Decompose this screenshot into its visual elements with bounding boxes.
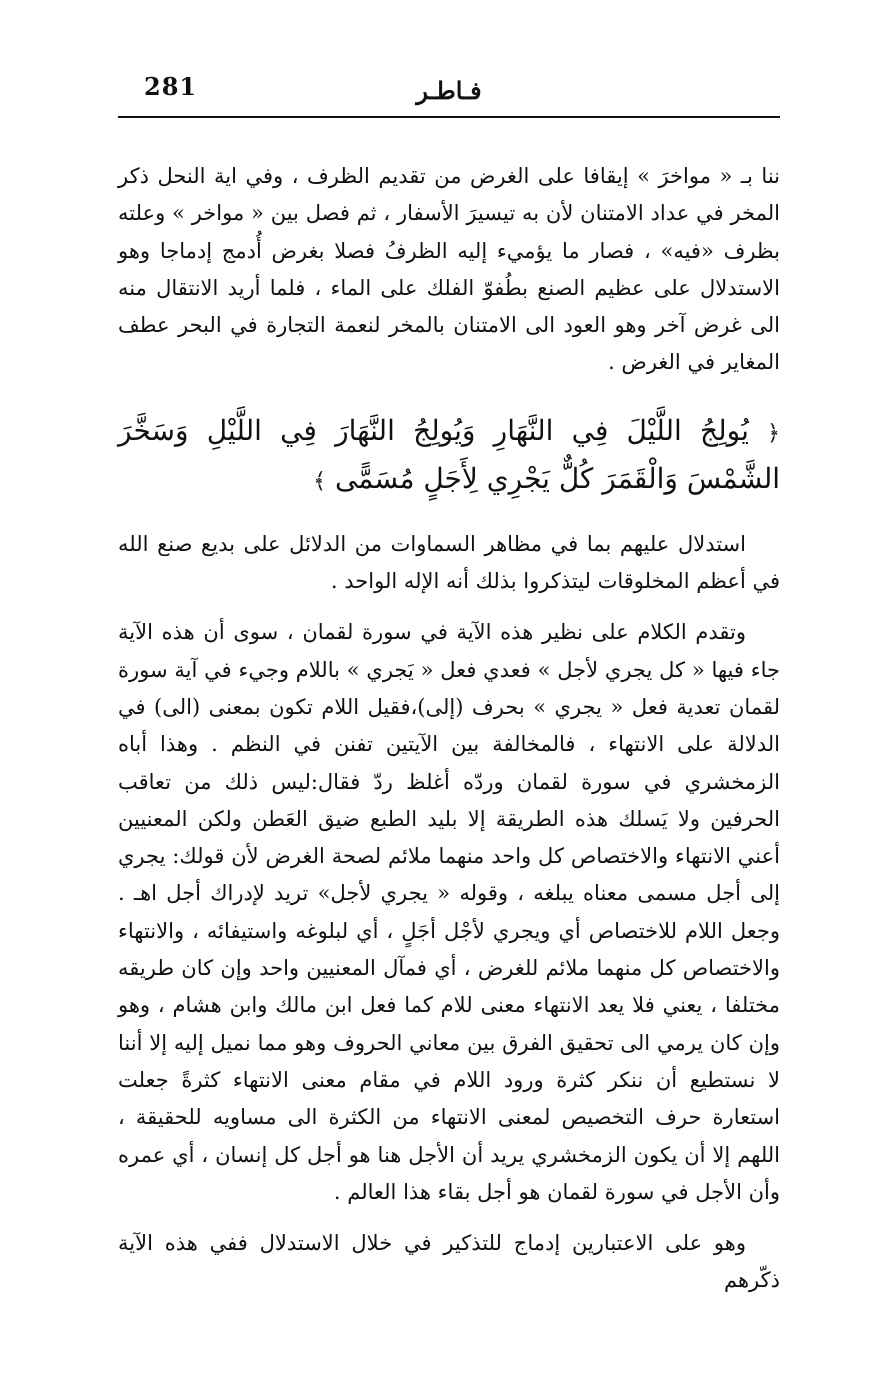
paragraph-continuation: ننا بـ « مواخرَ » إيقافا على الغرض من تقديم الظرف ، وفي اية النحل ذكر المخر في عداد الامتنان لأن به تيسيرَ الأسفار ، ثم فصل بين « مواخر » وعلته بظرف «فيه» ، فصار ما يؤميء إليه الظرفُ فصلا بغرض أُدمج إدماجا وهو الاستدلال على عظيم الصنع بطُفوّ الفلك على الماء ، فلما أريد الانتقال منه الى غرض آخر وهو العود الى الامتنان بالمخر لنعمة التجارة في البحر عطف المغاير في الغرض . [118, 164, 780, 375]
verse-text: يُولِجُ اللَّيْلَ فِي النَّهَارِ وَيُولِجُ النَّهَارَ فِي اللَّيْلِ وَسَخَّرَ الشَّمْسَ وَالْقَمَرَ كُلٌّ يَجْرِي لِأَجَلٍ مُسَمًّى [118, 413, 780, 495]
page-content [118, 158, 780, 1300]
page-header [118, 70, 780, 116]
page-number: 281 [144, 72, 198, 101]
verse-close-bracket: ﴾ [313, 468, 327, 494]
paragraph-grammar-discussion: وتقدم الكلام على نظير هذه الآية في سورة لقمان ، سوى أن هذه الآية جاء فيها « كل يجري لأجل » فعدي فعل « يَجري » باللام وجيء في آية سورة لقمان تعدية فعل « يجري » بحرف (إلى)،فقيل اللام تكون بمعنى (الى) في الدلالة على الانتهاء ، فالمخالفة بين الآيتين تفنن في النظم . وهذا أباه الزمخشري في سورة لقمان وردّه أغلظ ردّ فقال:ليس ذلك من تعاقب الحرفين ولا يَسلك هذه الطريقة إلا بليد الطبع ضيق العَطن ولكن المعنيين أعني الانتهاء والاختصاص كل واحد منهما ملائم لصحة الغرض لأن قولك: يجري إلى أجل مسمى معناه يبلغه ، وقوله « يجري لأجل» تريد لإدراك أجل اهـ . وجعل اللام للاختصاص أي ويجري لأجْل أجَلٍ ، أي لبلوغه واستيفائه ، والانتهاء والاختصاص كل منهما ملائم للغرض ، أي فمآل المعنيين واحد وإن كان طريقه مختلفا ، يعني فلا يعد الانتهاء معنى للام كما فعل ابن مالك وابن هشام ، وهو وإن كان يرمي الى تحقيق الفرق بين معاني الحروف وهو مما نميل إليه إلا أننا لا نستطيع أن ننكر كثرة ورود اللام في مقام معنى الانتهاء كثرةً جعلت استعارة حرف التخصيص لمعنى الانتهاء من الكثرة الى مساويه للحقيقة ، اللهم إلا أن يكون الزمخشري يريد أن الأجل هنا هو أجل كل إنسان ، أي عمره وأن الأجل في سورة لقمان هو أجل بقاء هذا العالم . [118, 620, 780, 1204]
quran-verse [118, 408, 780, 504]
paragraph-commentary: استدلال عليهم بما في مظاهر السماوات من الدلائل على بديع صنع الله في أعظم المخلوقات ليتذكروا بذلك أنه الإله الواحد . [118, 531, 780, 594]
header-rule [118, 116, 780, 118]
verse-open-bracket: ﴿ [767, 420, 781, 446]
running-title: فـاطـر [416, 76, 482, 105]
paragraph-closing: وهو على الاعتبارين إدماج للتذكير في خلال الاستدلال ففي هذه الآية ذكّرهم [118, 1231, 780, 1293]
